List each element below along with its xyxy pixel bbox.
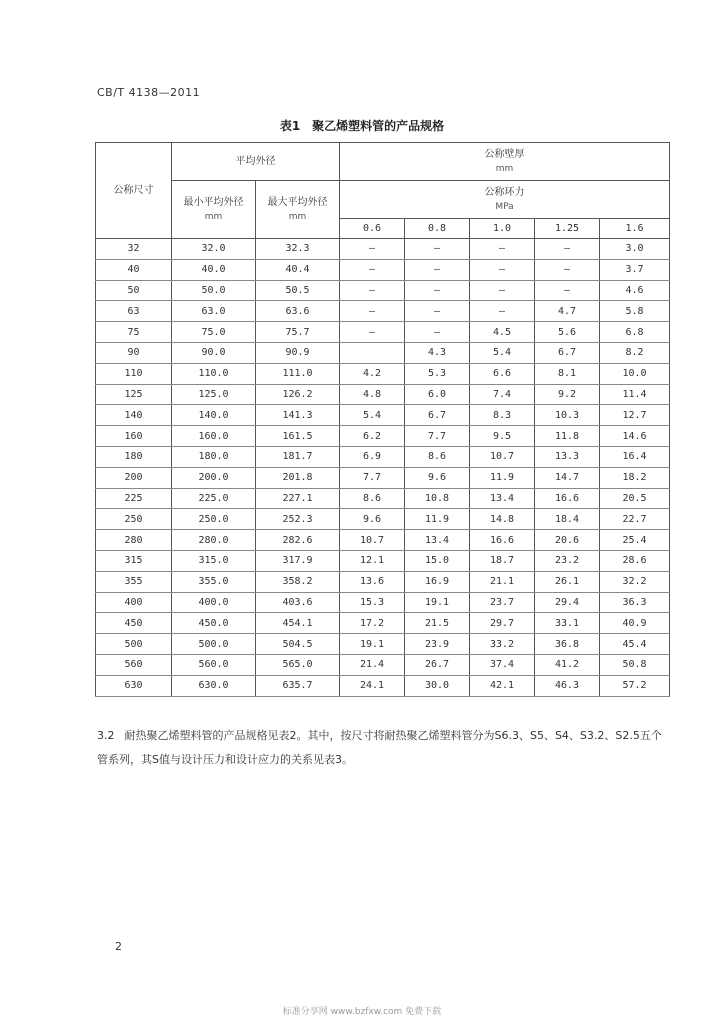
cell-wall-thickness: – bbox=[405, 259, 470, 280]
table-row bbox=[96, 488, 670, 509]
cell-wall-thickness: 16.6 bbox=[470, 530, 535, 551]
cell-nominal-size: 110 bbox=[96, 363, 172, 384]
header-stress-value: 0.8 bbox=[405, 219, 470, 239]
header-nominal-stress bbox=[340, 181, 670, 219]
table-row bbox=[96, 342, 670, 363]
cell-wall-thickness: 14.6 bbox=[600, 426, 670, 447]
table-row bbox=[96, 426, 670, 447]
cell-nominal-size: 140 bbox=[96, 405, 172, 426]
cell-wall-thickness: 3.0 bbox=[600, 239, 670, 260]
cell-wall-thickness: 8.1 bbox=[535, 363, 600, 384]
cell-wall-thickness: 6.6 bbox=[470, 363, 535, 384]
cell-wall-thickness: 12.1 bbox=[340, 550, 405, 571]
cell-wall-thickness: 22.7 bbox=[600, 509, 670, 530]
cell-mean-od: 32.0 bbox=[172, 239, 256, 260]
cell-wall-thickness: 5.4 bbox=[340, 405, 405, 426]
cell-mean-od: 282.6 bbox=[256, 530, 340, 551]
cell-mean-od: 63.0 bbox=[172, 301, 256, 322]
table-row bbox=[96, 446, 670, 467]
cell-wall-thickness: 45.4 bbox=[600, 634, 670, 655]
cell-wall-thickness: 16.9 bbox=[405, 571, 470, 592]
cell-wall-thickness: – bbox=[340, 280, 405, 301]
header-nominal-size: 公称尺寸 bbox=[96, 143, 172, 239]
cell-wall-thickness: – bbox=[470, 280, 535, 301]
cell-wall-thickness: – bbox=[405, 301, 470, 322]
table-row bbox=[96, 634, 670, 655]
cell-wall-thickness: – bbox=[535, 239, 600, 260]
cell-nominal-size: 630 bbox=[96, 675, 172, 696]
cell-mean-od: 225.0 bbox=[172, 488, 256, 509]
header-max-mean-od bbox=[256, 181, 340, 239]
cell-wall-thickness: 9.6 bbox=[340, 509, 405, 530]
cell-wall-thickness: 11.8 bbox=[535, 426, 600, 447]
cell-wall-thickness: – bbox=[470, 259, 535, 280]
cell-mean-od: 50.5 bbox=[256, 280, 340, 301]
cell-wall-thickness: 8.6 bbox=[405, 446, 470, 467]
header-mean-od: 平均外径 bbox=[172, 143, 340, 181]
cell-wall-thickness bbox=[340, 342, 405, 363]
header-min-mean-od-label: 最小平均外径 bbox=[183, 196, 244, 208]
cell-wall-thickness: 10.0 bbox=[600, 363, 670, 384]
cell-mean-od: 280.0 bbox=[172, 530, 256, 551]
cell-nominal-size: 450 bbox=[96, 613, 172, 634]
table-row bbox=[96, 239, 670, 260]
header-stress-value: 1.6 bbox=[600, 219, 670, 239]
cell-wall-thickness: 18.7 bbox=[470, 550, 535, 571]
table-row bbox=[96, 405, 670, 426]
table-row bbox=[96, 467, 670, 488]
cell-nominal-size: 90 bbox=[96, 342, 172, 363]
cell-wall-thickness: 42.1 bbox=[470, 675, 535, 696]
product-spec-table bbox=[95, 142, 670, 697]
cell-mean-od: 140.0 bbox=[172, 405, 256, 426]
table-row bbox=[96, 509, 670, 530]
cell-wall-thickness: 26.7 bbox=[405, 654, 470, 675]
table-row bbox=[96, 571, 670, 592]
cell-wall-thickness: 8.3 bbox=[470, 405, 535, 426]
table-row bbox=[96, 280, 670, 301]
cell-wall-thickness: – bbox=[405, 322, 470, 343]
table-row bbox=[96, 384, 670, 405]
table-row bbox=[96, 592, 670, 613]
cell-wall-thickness: 13.4 bbox=[405, 530, 470, 551]
cell-wall-thickness: 40.9 bbox=[600, 613, 670, 634]
header-max-mean-od-label: 最大平均外径 bbox=[267, 196, 328, 208]
cell-wall-thickness: 5.4 bbox=[470, 342, 535, 363]
table-row bbox=[96, 654, 670, 675]
cell-nominal-size: 200 bbox=[96, 467, 172, 488]
cell-wall-thickness: 6.0 bbox=[405, 384, 470, 405]
cell-wall-thickness: 20.6 bbox=[535, 530, 600, 551]
cell-wall-thickness: 16.4 bbox=[600, 446, 670, 467]
table-row bbox=[96, 259, 670, 280]
cell-nominal-size: 280 bbox=[96, 530, 172, 551]
cell-wall-thickness: 10.3 bbox=[535, 405, 600, 426]
cell-wall-thickness: 9.5 bbox=[470, 426, 535, 447]
cell-wall-thickness: 7.7 bbox=[340, 467, 405, 488]
cell-wall-thickness: 29.7 bbox=[470, 613, 535, 634]
cell-wall-thickness: 33.1 bbox=[535, 613, 600, 634]
header-stress-value: 0.6 bbox=[340, 219, 405, 239]
cell-wall-thickness: 21.1 bbox=[470, 571, 535, 592]
cell-wall-thickness: 3.7 bbox=[600, 259, 670, 280]
cell-mean-od: 403.6 bbox=[256, 592, 340, 613]
cell-nominal-size: 500 bbox=[96, 634, 172, 655]
cell-wall-thickness: 5.6 bbox=[535, 322, 600, 343]
cell-mean-od: 560.0 bbox=[172, 654, 256, 675]
cell-wall-thickness: 32.2 bbox=[600, 571, 670, 592]
cell-mean-od: 160.0 bbox=[172, 426, 256, 447]
cell-wall-thickness: – bbox=[535, 280, 600, 301]
cell-mean-od: 454.1 bbox=[256, 613, 340, 634]
cell-mean-od: 40.4 bbox=[256, 259, 340, 280]
table-row bbox=[96, 322, 670, 343]
cell-wall-thickness: – bbox=[535, 259, 600, 280]
clause-text: 耐热聚乙烯塑料管的产品规格见表2。其中，按尺寸将耐热聚乙烯塑料管分为S6.3、S5、S4、S3.2、S2.5五个管系列，其S值与设计压力和设计应力的关系见表3。 bbox=[97, 729, 662, 766]
cell-mean-od: 317.9 bbox=[256, 550, 340, 571]
cell-wall-thickness: 16.6 bbox=[535, 488, 600, 509]
cell-wall-thickness: 21.4 bbox=[340, 654, 405, 675]
header-nominal-stress-label: 公称环力 bbox=[484, 186, 525, 198]
cell-wall-thickness: 12.7 bbox=[600, 405, 670, 426]
cell-mean-od: 50.0 bbox=[172, 280, 256, 301]
cell-nominal-size: 315 bbox=[96, 550, 172, 571]
cell-mean-od: 450.0 bbox=[172, 613, 256, 634]
cell-mean-od: 90.0 bbox=[172, 342, 256, 363]
cell-wall-thickness: 24.1 bbox=[340, 675, 405, 696]
cell-mean-od: 40.0 bbox=[172, 259, 256, 280]
header-min-od-unit: mm bbox=[204, 211, 223, 222]
cell-wall-thickness: 33.2 bbox=[470, 634, 535, 655]
cell-wall-thickness: 13.3 bbox=[535, 446, 600, 467]
header-stress-unit: MPa bbox=[495, 201, 514, 212]
cell-mean-od: 358.2 bbox=[256, 571, 340, 592]
cell-nominal-size: 250 bbox=[96, 509, 172, 530]
cell-wall-thickness: 10.8 bbox=[405, 488, 470, 509]
cell-wall-thickness: 7.7 bbox=[405, 426, 470, 447]
cell-wall-thickness: 23.7 bbox=[470, 592, 535, 613]
watermark-footer: 标准分享网 www.bzfxw.com 免费下载 bbox=[282, 1007, 442, 1017]
cell-wall-thickness: 4.2 bbox=[340, 363, 405, 384]
cell-nominal-size: 75 bbox=[96, 322, 172, 343]
header-stress-value: 1.0 bbox=[470, 219, 535, 239]
cell-wall-thickness: 4.8 bbox=[340, 384, 405, 405]
header-min-mean-od bbox=[172, 181, 256, 239]
cell-wall-thickness: 17.2 bbox=[340, 613, 405, 634]
cell-wall-thickness: – bbox=[470, 301, 535, 322]
cell-wall-thickness: 41.2 bbox=[535, 654, 600, 675]
cell-mean-od: 504.5 bbox=[256, 634, 340, 655]
cell-wall-thickness: 23.2 bbox=[535, 550, 600, 571]
cell-mean-od: 252.3 bbox=[256, 509, 340, 530]
table-body bbox=[96, 239, 670, 697]
cell-wall-thickness: 15.3 bbox=[340, 592, 405, 613]
cell-wall-thickness: 4.3 bbox=[405, 342, 470, 363]
cell-wall-thickness: 10.7 bbox=[470, 446, 535, 467]
cell-wall-thickness: 25.4 bbox=[600, 530, 670, 551]
cell-wall-thickness: 13.4 bbox=[470, 488, 535, 509]
cell-wall-thickness: 15.0 bbox=[405, 550, 470, 571]
cell-wall-thickness: 6.7 bbox=[405, 405, 470, 426]
cell-wall-thickness: – bbox=[340, 239, 405, 260]
cell-wall-thickness: 5.8 bbox=[600, 301, 670, 322]
cell-mean-od: 200.0 bbox=[172, 467, 256, 488]
cell-wall-thickness: 13.6 bbox=[340, 571, 405, 592]
cell-mean-od: 111.0 bbox=[256, 363, 340, 384]
cell-mean-od: 125.0 bbox=[172, 384, 256, 405]
cell-mean-od: 635.7 bbox=[256, 675, 340, 696]
cell-wall-thickness: 9.2 bbox=[535, 384, 600, 405]
table-row bbox=[96, 550, 670, 571]
cell-wall-thickness: 29.4 bbox=[535, 592, 600, 613]
cell-wall-thickness: 36.8 bbox=[535, 634, 600, 655]
cell-nominal-size: 40 bbox=[96, 259, 172, 280]
cell-nominal-size: 355 bbox=[96, 571, 172, 592]
cell-wall-thickness: 5.3 bbox=[405, 363, 470, 384]
cell-mean-od: 355.0 bbox=[172, 571, 256, 592]
cell-mean-od: 500.0 bbox=[172, 634, 256, 655]
cell-wall-thickness: 6.8 bbox=[600, 322, 670, 343]
clause-number: 3.2 bbox=[97, 729, 115, 742]
cell-wall-thickness: 28.6 bbox=[600, 550, 670, 571]
header-wall-unit: mm bbox=[495, 163, 514, 174]
clause-paragraph bbox=[97, 724, 672, 772]
cell-mean-od: 75.7 bbox=[256, 322, 340, 343]
cell-mean-od: 565.0 bbox=[256, 654, 340, 675]
cell-wall-thickness: 18.4 bbox=[535, 509, 600, 530]
table-row bbox=[96, 613, 670, 634]
cell-wall-thickness: 50.8 bbox=[600, 654, 670, 675]
cell-wall-thickness: 19.1 bbox=[405, 592, 470, 613]
cell-wall-thickness: 18.2 bbox=[600, 467, 670, 488]
cell-mean-od: 75.0 bbox=[172, 322, 256, 343]
cell-wall-thickness: 6.9 bbox=[340, 446, 405, 467]
cell-wall-thickness: 30.0 bbox=[405, 675, 470, 696]
table-row bbox=[96, 530, 670, 551]
cell-wall-thickness: 36.3 bbox=[600, 592, 670, 613]
cell-wall-thickness: 8.6 bbox=[340, 488, 405, 509]
header-max-od-unit: mm bbox=[288, 211, 307, 222]
header-stress-value: 1.25 bbox=[535, 219, 600, 239]
cell-wall-thickness: 26.1 bbox=[535, 571, 600, 592]
cell-nominal-size: 560 bbox=[96, 654, 172, 675]
cell-mean-od: 141.3 bbox=[256, 405, 340, 426]
cell-nominal-size: 50 bbox=[96, 280, 172, 301]
cell-wall-thickness: 4.7 bbox=[535, 301, 600, 322]
cell-wall-thickness: 11.9 bbox=[470, 467, 535, 488]
header-nominal-wall-label: 公称壁厚 bbox=[484, 148, 525, 160]
cell-wall-thickness: 14.8 bbox=[470, 509, 535, 530]
cell-wall-thickness: 10.7 bbox=[340, 530, 405, 551]
table-title: 表1 聚乙烯塑料管的产品规格 bbox=[279, 119, 445, 133]
cell-wall-thickness: – bbox=[340, 322, 405, 343]
cell-wall-thickness: 37.4 bbox=[470, 654, 535, 675]
cell-wall-thickness: 23.9 bbox=[405, 634, 470, 655]
cell-mean-od: 32.3 bbox=[256, 239, 340, 260]
cell-mean-od: 63.6 bbox=[256, 301, 340, 322]
cell-wall-thickness: – bbox=[340, 301, 405, 322]
cell-wall-thickness: 19.1 bbox=[340, 634, 405, 655]
cell-wall-thickness: 6.2 bbox=[340, 426, 405, 447]
cell-mean-od: 180.0 bbox=[172, 446, 256, 467]
cell-wall-thickness: 7.4 bbox=[470, 384, 535, 405]
cell-nominal-size: 400 bbox=[96, 592, 172, 613]
cell-wall-thickness: – bbox=[405, 239, 470, 260]
cell-mean-od: 126.2 bbox=[256, 384, 340, 405]
table-row bbox=[96, 363, 670, 384]
cell-nominal-size: 225 bbox=[96, 488, 172, 509]
cell-wall-thickness: – bbox=[405, 280, 470, 301]
cell-wall-thickness: 57.2 bbox=[600, 675, 670, 696]
cell-mean-od: 161.5 bbox=[256, 426, 340, 447]
cell-wall-thickness: 8.2 bbox=[600, 342, 670, 363]
table-row bbox=[96, 301, 670, 322]
cell-mean-od: 181.7 bbox=[256, 446, 340, 467]
cell-mean-od: 315.0 bbox=[172, 550, 256, 571]
cell-mean-od: 227.1 bbox=[256, 488, 340, 509]
cell-mean-od: 400.0 bbox=[172, 592, 256, 613]
cell-mean-od: 630.0 bbox=[172, 675, 256, 696]
cell-wall-thickness: 11.4 bbox=[600, 384, 670, 405]
table-row bbox=[96, 675, 670, 696]
cell-nominal-size: 160 bbox=[96, 426, 172, 447]
cell-nominal-size: 32 bbox=[96, 239, 172, 260]
cell-wall-thickness: 11.9 bbox=[405, 509, 470, 530]
cell-nominal-size: 63 bbox=[96, 301, 172, 322]
cell-mean-od: 110.0 bbox=[172, 363, 256, 384]
page-number: 2 bbox=[115, 940, 122, 953]
header-nominal-wall bbox=[340, 143, 670, 181]
cell-wall-thickness: 46.3 bbox=[535, 675, 600, 696]
cell-wall-thickness: – bbox=[470, 239, 535, 260]
cell-wall-thickness: 9.6 bbox=[405, 467, 470, 488]
cell-wall-thickness: 21.5 bbox=[405, 613, 470, 634]
cell-mean-od: 90.9 bbox=[256, 342, 340, 363]
cell-wall-thickness: 4.5 bbox=[470, 322, 535, 343]
cell-mean-od: 250.0 bbox=[172, 509, 256, 530]
cell-wall-thickness: 6.7 bbox=[535, 342, 600, 363]
cell-wall-thickness: – bbox=[340, 259, 405, 280]
cell-nominal-size: 180 bbox=[96, 446, 172, 467]
cell-wall-thickness: 4.6 bbox=[600, 280, 670, 301]
cell-mean-od: 201.8 bbox=[256, 467, 340, 488]
cell-wall-thickness: 20.5 bbox=[600, 488, 670, 509]
cell-wall-thickness: 14.7 bbox=[535, 467, 600, 488]
cell-nominal-size: 125 bbox=[96, 384, 172, 405]
standard-code: CB/T 4138—2011 bbox=[97, 86, 201, 99]
